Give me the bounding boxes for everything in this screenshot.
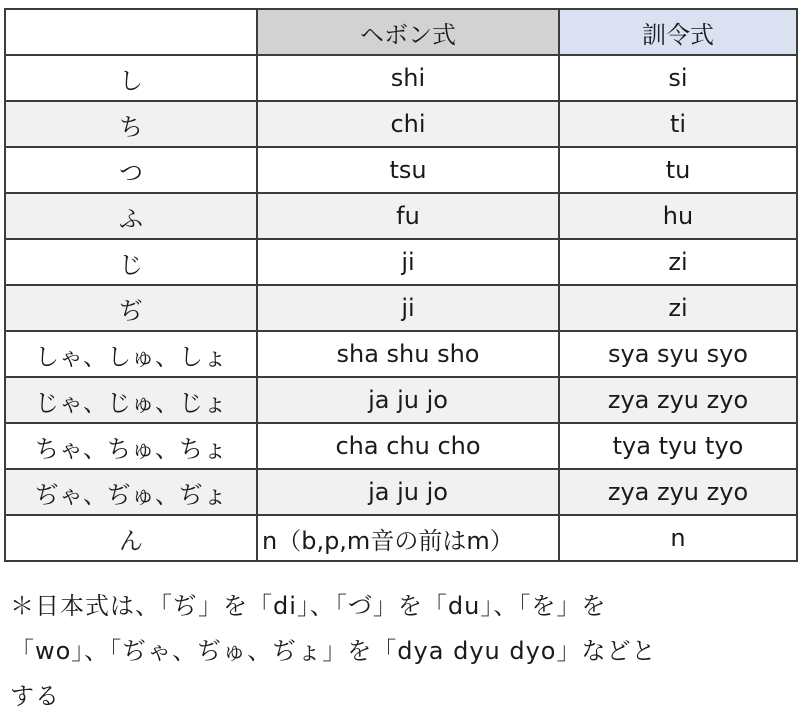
kunrei-cell: ti [559, 101, 797, 147]
table-row [5, 239, 797, 285]
kunrei-cell: zya zyu zyo [559, 469, 797, 515]
kana-cell: ぢゃ、ぢゅ、ぢょ [5, 469, 257, 515]
kunrei-cell: zi [559, 239, 797, 285]
kana-cell: しゃ、しゅ、しょ [5, 331, 257, 377]
hepburn-cell: shi [257, 55, 559, 101]
table-row [5, 377, 797, 423]
kana-cell: じ [5, 239, 257, 285]
hepburn-cell: ji [257, 285, 559, 331]
footnote-line: ＊日本式は、「ぢ」を「di」、「づ」を「du」、「を」を [10, 592, 607, 620]
hepburn-cell: chi [257, 101, 559, 147]
kana-cell: ちゃ、ちゅ、ちょ [5, 423, 257, 469]
kunrei-cell: hu [559, 193, 797, 239]
kunrei-cell: sya syu syo [559, 331, 797, 377]
table-row [5, 101, 797, 147]
table-row [5, 515, 797, 561]
table-row [5, 193, 797, 239]
kunrei-cell: n [559, 515, 797, 561]
kana-cell: つ [5, 147, 257, 193]
table-row [5, 147, 797, 193]
kana-cell: ん [5, 515, 257, 561]
table-row [5, 423, 797, 469]
footnote [10, 584, 790, 719]
table-row [5, 331, 797, 377]
kana-cell: し [5, 55, 257, 101]
footnote-line: 「wo」、「ぢゃ、ぢゅ、ぢょ」を「dya dyu dyo」などと [10, 637, 657, 665]
kana-cell: ぢ [5, 285, 257, 331]
romanization-table [4, 8, 798, 562]
hepburn-cell: fu [257, 193, 559, 239]
table-row [5, 55, 797, 101]
hepburn-cell: n（b,p,m音の前はm） [257, 515, 559, 561]
kunrei-cell: tu [559, 147, 797, 193]
header-kana [5, 9, 257, 55]
hepburn-cell: tsu [257, 147, 559, 193]
kunrei-cell: tya tyu tyo [559, 423, 797, 469]
hepburn-cell: ji [257, 239, 559, 285]
hepburn-cell: sha shu sho [257, 331, 559, 377]
header-hepburn: ヘボン式 [257, 9, 559, 55]
kana-cell: ふ [5, 193, 257, 239]
kana-cell: じゃ、じゅ、じょ [5, 377, 257, 423]
header-kunrei: 訓令式 [559, 9, 797, 55]
footnote-line: する [10, 682, 60, 710]
hepburn-cell: ja ju jo [257, 377, 559, 423]
table-header-row [5, 9, 797, 55]
kunrei-cell: zi [559, 285, 797, 331]
hepburn-cell: cha chu cho [257, 423, 559, 469]
table-row [5, 285, 797, 331]
kunrei-cell: zya zyu zyo [559, 377, 797, 423]
table-row [5, 469, 797, 515]
kunrei-cell: si [559, 55, 797, 101]
kana-cell: ち [5, 101, 257, 147]
hepburn-cell: ja ju jo [257, 469, 559, 515]
